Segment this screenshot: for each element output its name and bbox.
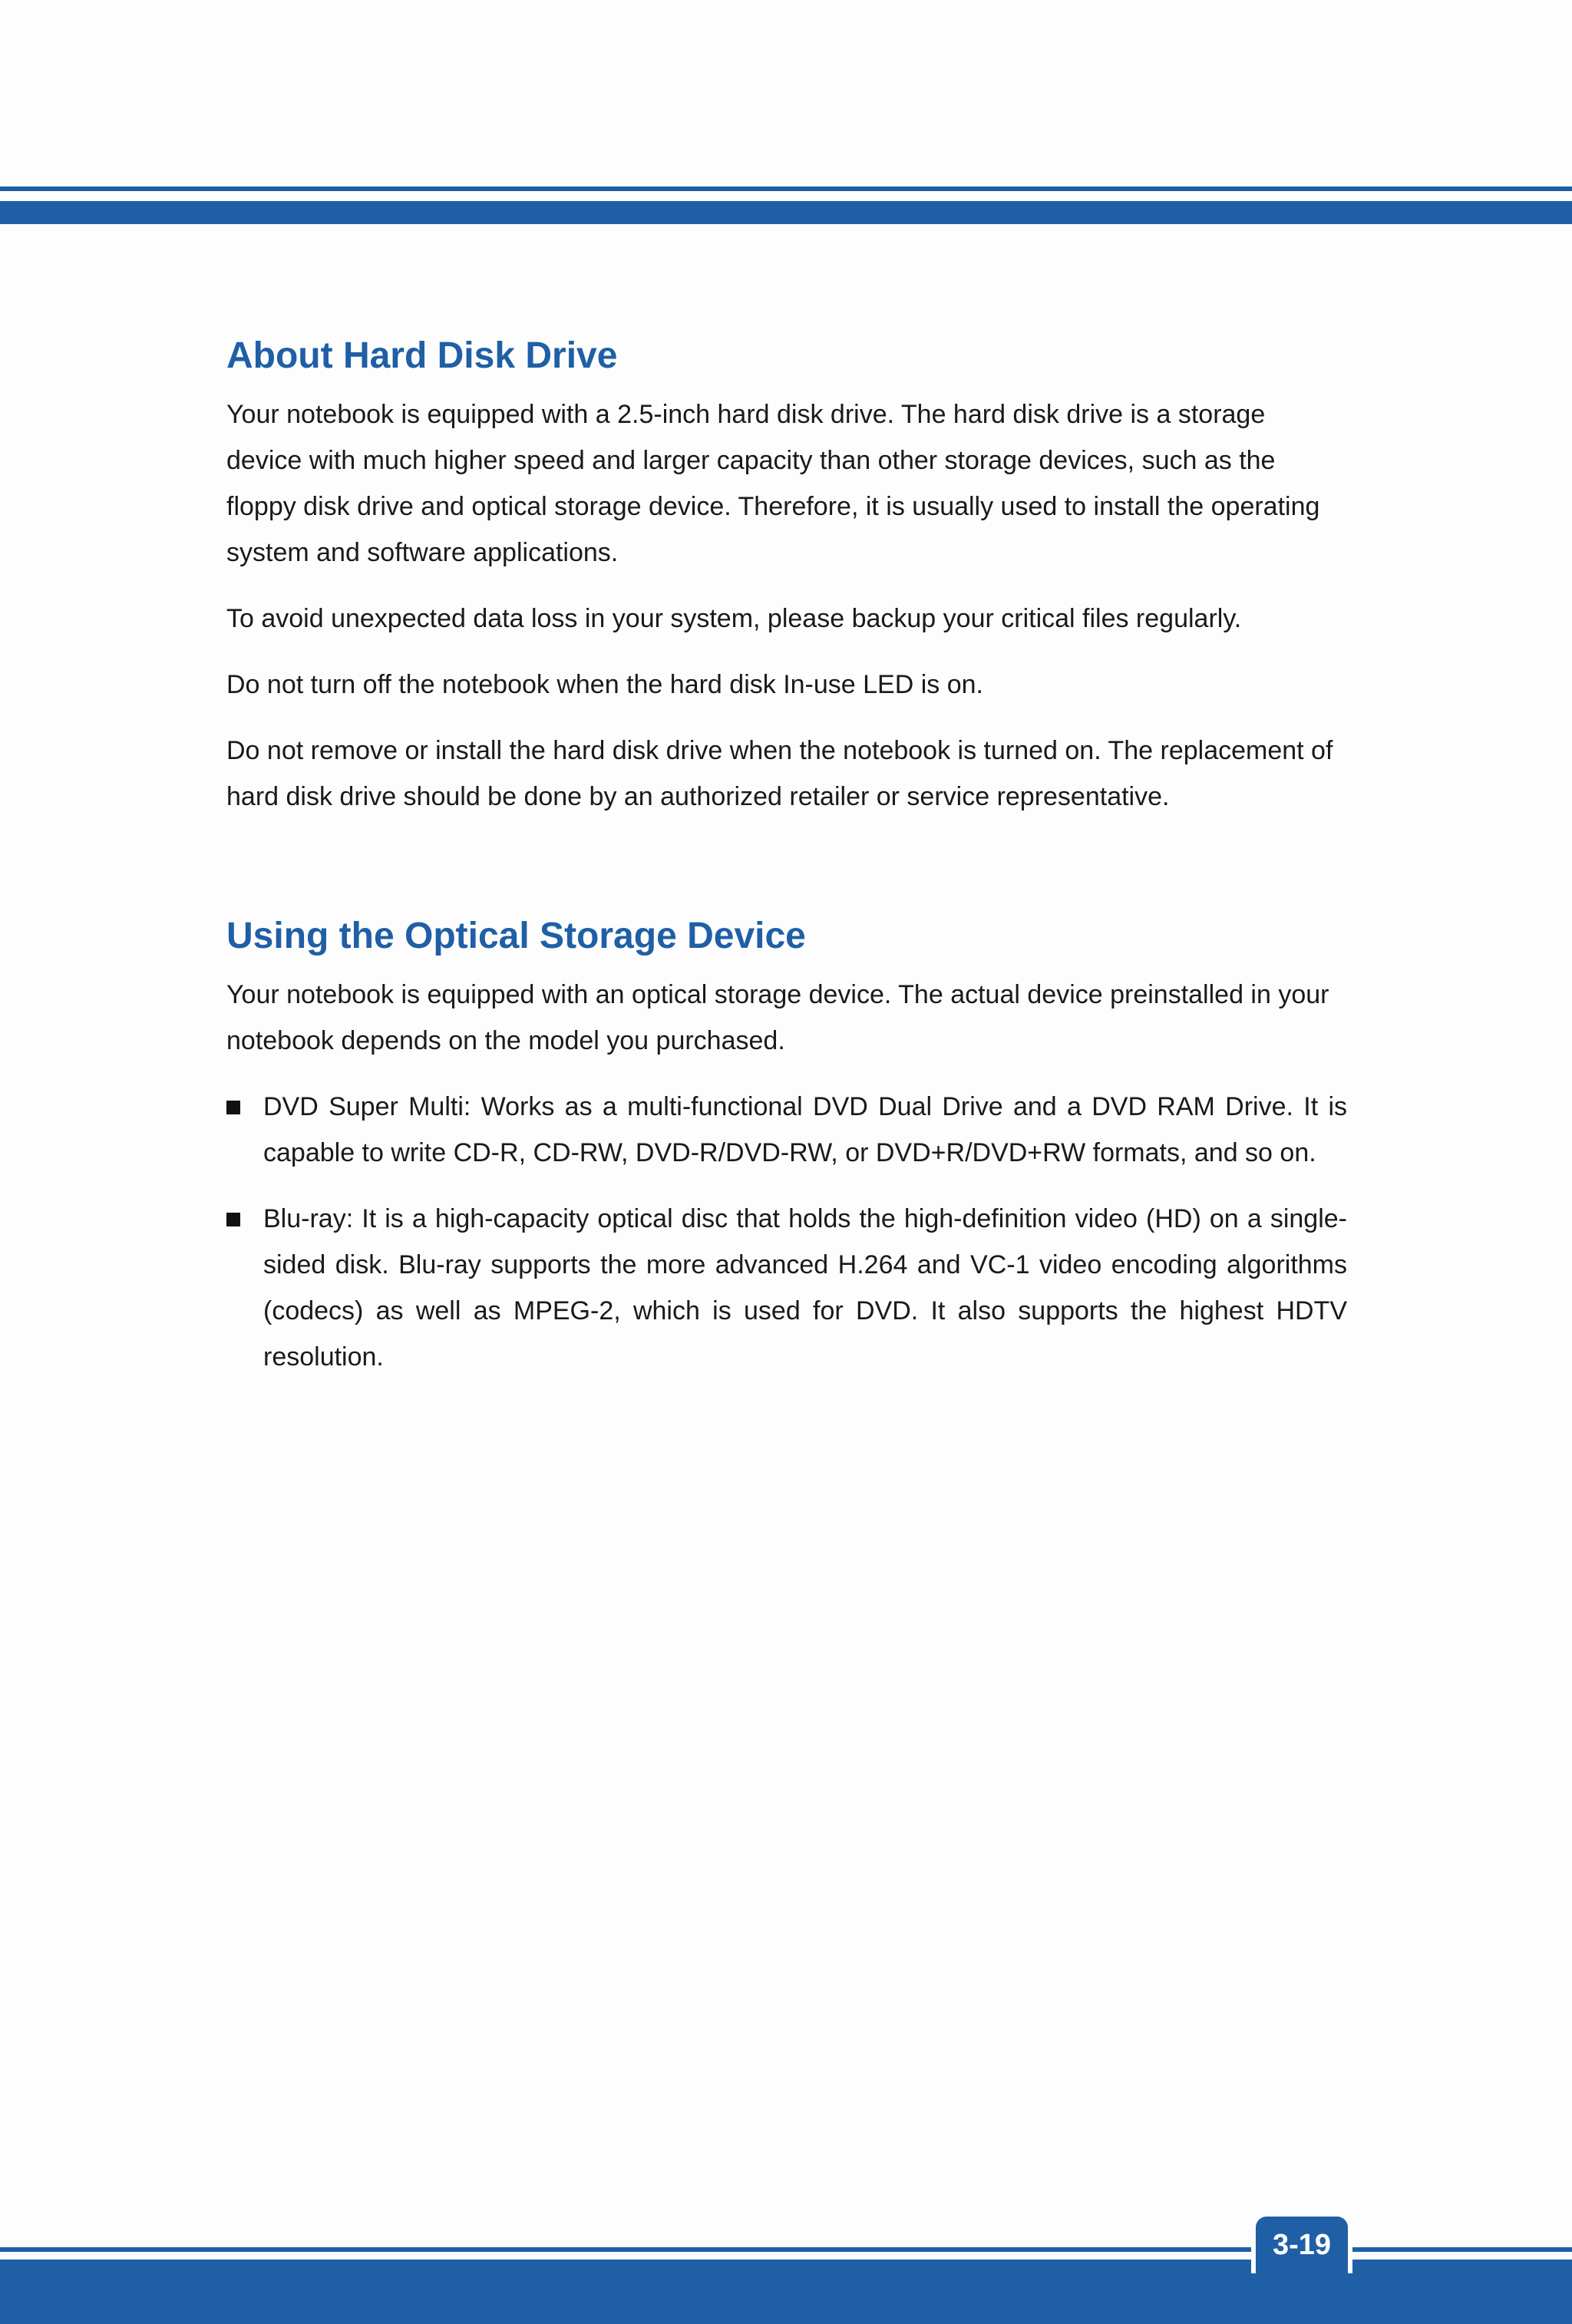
square-bullet-icon bbox=[226, 1101, 240, 1114]
list-item bbox=[226, 1196, 1347, 1380]
paragraph: Your notebook is equipped with a 2.5-inch hard disk drive. The hard disk drive is a storage device with much higher speed and larger capacity than other storage devices, such as the floppy disk drive and optical storage device. Therefore, it is usually used to install the operating system and software applications. bbox=[226, 400, 1320, 567]
list-item-text: Blu-ray: It is a high-capacity optical disc that holds the high-definition video (HD) on a single-sided disk. Blu-ray supports the more advanced H.264 and VC-1 video encoding algorithms (codecs) as well as MPEG-2, which is used for DVD. It also supports the highest HDTV resolution. bbox=[263, 1204, 1347, 1372]
list-item bbox=[226, 1084, 1347, 1176]
header-rule-thin bbox=[0, 187, 1572, 191]
paragraph: To avoid unexpected data loss in your system, please backup your critical files regularly. bbox=[226, 604, 1242, 633]
section-spacer bbox=[226, 840, 1347, 901]
page-number: 3-19 bbox=[1251, 2212, 1352, 2273]
paragraph: Do not turn off the notebook when the hard disk In-use LED is on. bbox=[226, 670, 983, 699]
paragraph: Do not remove or install the hard disk drive when the notebook is turned on. The replacement of hard disk drive should be done by an authorized retailer or service representative. bbox=[226, 736, 1333, 811]
paragraph: Your notebook is equipped with an optical storage device. The actual device preinstalled in your notebook depends on the model you purchased. bbox=[226, 980, 1329, 1055]
bullet-list bbox=[226, 1084, 1347, 1380]
square-bullet-icon bbox=[226, 1213, 240, 1226]
list-item-text: DVD Super Multi: Works as a multi-functional DVD Dual Drive and a DVD RAM Drive. It is capable to write CD-R, CD-RW, DVD-R/DVD-RW, or DVD+R/DVD+RW formats, and so on. bbox=[263, 1092, 1347, 1167]
section-title: Using the Optical Storage Device bbox=[226, 916, 806, 956]
section-hard-disk-drive bbox=[226, 321, 1347, 820]
page-content bbox=[226, 321, 1347, 1400]
section-title: About Hard Disk Drive bbox=[226, 335, 618, 376]
section-optical-storage bbox=[226, 901, 1347, 1380]
header-rule-thick bbox=[0, 201, 1572, 224]
